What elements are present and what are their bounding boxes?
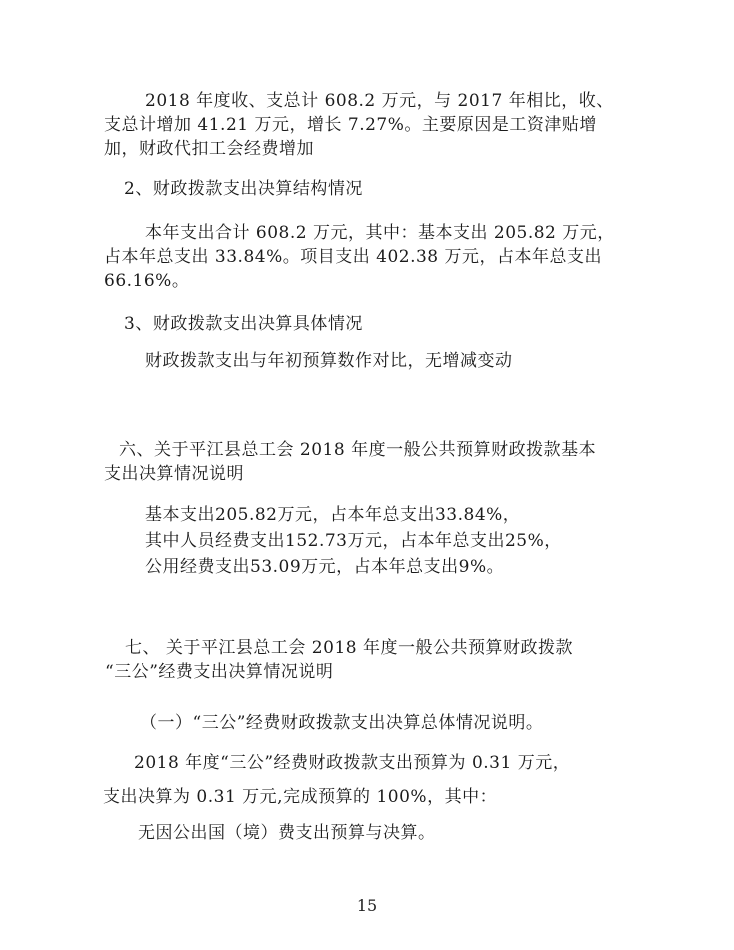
paragraph-annual-total-line2: 支总计增加 41.21 万元，增长 7.27%。主要原因是工资津贴增 — [104, 115, 597, 135]
paragraph-expenditure-structure-line2: 占本年总支出 33.84%。项目支出 402.38 万元，占本年总支出 — [104, 247, 603, 267]
paragraph-sangong-overview: （一）“三公”经费财政拨款支出决算总体情况说明。 — [140, 713, 544, 733]
paragraph-basic-expenditure-line1: 基本支出205.82万元，占本年总支出33.84%， — [145, 505, 521, 525]
heading-section7-line2: “三公”经费支出决算情况说明 — [105, 662, 334, 682]
paragraph-budget-comparison: 财政拨款支出与年初预算数作对比，无增减变动 — [145, 351, 513, 371]
paragraph-expenditure-structure-line3: 66.16%。 — [104, 271, 190, 291]
heading-section6-line2: 支出决算情况说明 — [104, 464, 244, 484]
paragraph-basic-expenditure-line2: 其中人员经费支出152.73万元，占本年总支出25%， — [145, 531, 562, 551]
heading-item3: 3、财政拨款支出决算具体情况 — [124, 314, 363, 334]
heading-section7-line1: 七、 关于平江县总工会 2018 年度一般公共预算财政拨款 — [125, 638, 573, 658]
paragraph-annual-total-line1: 2018 年度收、支总计 608.2 万元，与 2017 年相比，收、 — [145, 91, 614, 111]
paragraph-sangong-budget-line1: 2018 年度“三公”经费财政拨款支出预算为 0.31 万元， — [134, 753, 571, 773]
heading-item2: 2、财政拨款支出决算结构情况 — [124, 179, 363, 199]
paragraph-expenditure-structure-line1: 本年支出合计 608.2 万元，其中：基本支出 205.82 万元， — [145, 223, 615, 243]
paragraph-sangong-budget-line2: 支出决算为 0.31 万元,完成预算的 100%，其中： — [103, 787, 498, 807]
paragraph-basic-expenditure-line3: 公用经费支出53.09万元，占本年总支出9%。 — [145, 557, 505, 577]
paragraph-annual-total-line3: 加，财政代扣工会经费增加 — [104, 139, 314, 159]
heading-section6-line1: 六、关于平江县总工会 2018 年度一般公共预算财政拨款基本 — [119, 440, 597, 460]
page-number: 15 — [356, 896, 378, 915]
paragraph-no-abroad: 无因公出国（境）费支出预算与决算。 — [138, 823, 436, 843]
